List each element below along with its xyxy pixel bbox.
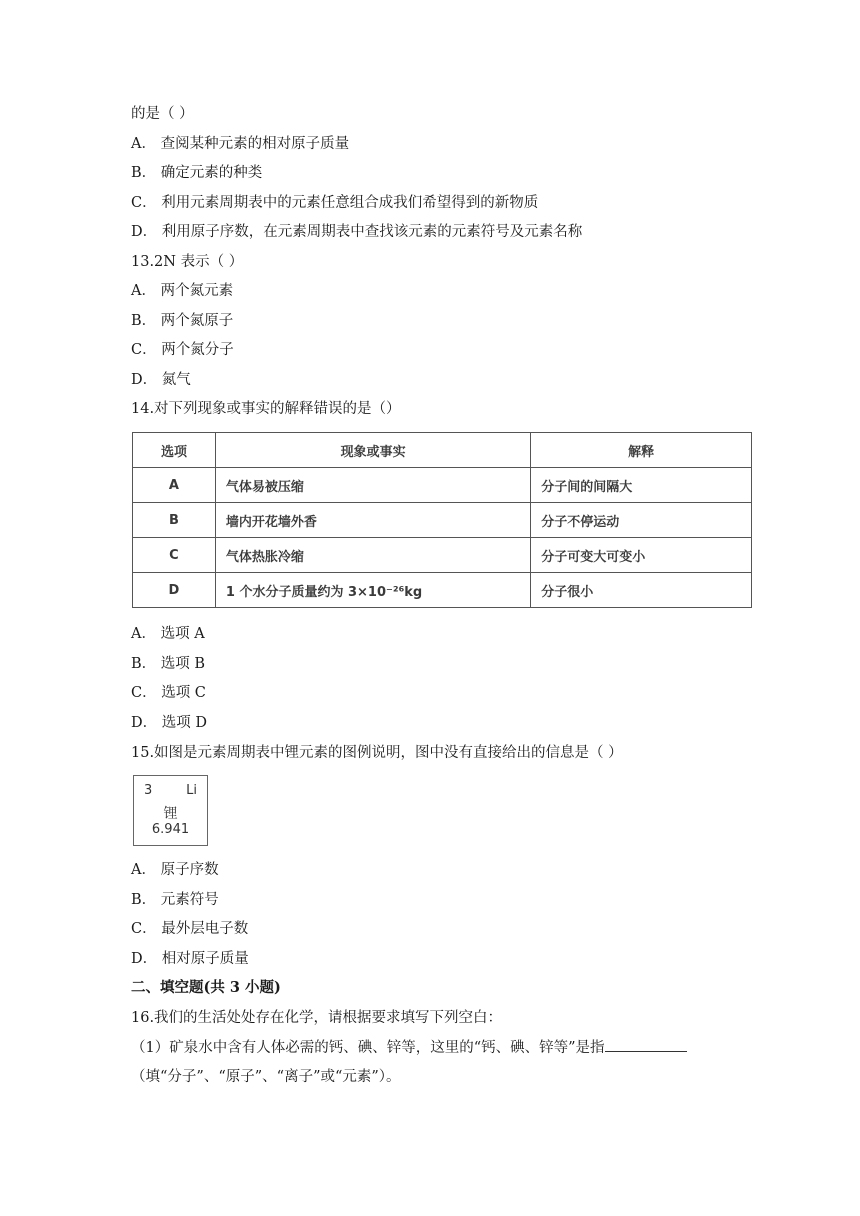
q13-option-d: D． 氮气 [131,372,191,388]
q15-option-c: C． 最外层电子数 [131,921,249,937]
q13-option-a: A． 两个氮元素 [131,283,234,299]
table-cell-explanation: 分子不停运动 [531,503,752,538]
q14-option-c: C． 选项 C [131,685,206,701]
q14-option-b: B． 选项 B [131,656,206,672]
table-cell-explanation: 分子间的间隔大 [531,468,752,503]
q13-option-c: C． 两个氮分子 [131,342,234,358]
table-cell-option: D [133,573,216,608]
table-header-phenomenon: 现象或事实 [215,433,530,468]
q14-option-d: D． 选项 D [131,715,207,731]
lithium-element-card [133,775,208,846]
element-symbol: Li [186,783,197,798]
table-cell-explanation: 分子很小 [531,573,752,608]
q12-option-d: D． 利用原子序数，在元素周期表中查找该元素的元素符号及元素名称 [131,224,583,240]
answer-blank[interactable] [605,1037,687,1052]
q16-part1-line2: （填“分子”、“原子”、“离子”或“元素”）。 [131,1069,401,1085]
table-header-row [133,433,752,468]
table-cell-option: C [133,538,216,573]
q16-part1-text: （1）矿泉水中含有人体必需的钙、碘、锌等，这里的“钙、碘、锌等”是指 [131,1040,605,1056]
table-header-explanation: 解释 [531,433,752,468]
table-cell-phenomenon: 气体易被压缩 [215,468,530,503]
q15-option-a: A． 原子序数 [131,862,219,878]
table-row [133,538,752,573]
q14-stem: 14.对下列现象或事实的解释错误的是（） [131,401,401,417]
table-cell-phenomenon: 气体热胀冷缩 [215,538,530,573]
element-name: 锂 [163,806,178,822]
q16-part1-line1 [131,1037,687,1058]
q13-stem: 13.2N 表示（ ） [131,254,244,270]
table-row [133,573,752,608]
q14-option-a: A． 选项 A [131,626,205,642]
q14-table [132,432,752,608]
element-atomic-number: 3 [144,783,153,798]
element-atomic-mass: 6.941 [151,822,190,837]
table-row [133,468,752,503]
table-cell-phenomenon: 1 个水分子质量约为 3×10⁻²⁶kg [215,573,530,608]
q15-option-b: B． 元素符号 [131,892,219,908]
q15-stem: 15.如图是元素周期表中锂元素的图例说明，图中没有直接给出的信息是（ ） [131,745,623,761]
table-header-option: 选项 [133,433,216,468]
q16-stem: 16.我们的生活处处存在化学，请根据要求填写下列空白： [131,1010,503,1026]
q12-option-c: C． 利用元素周期表中的元素任意组合成我们希望得到的新物质 [131,195,539,211]
q15-option-d: D． 相对原子质量 [131,951,249,967]
table-cell-explanation: 分子可变大可变小 [531,538,752,573]
q12-option-a: A． 查阅某种元素的相对原子质量 [131,136,350,152]
section-heading: 二、填空题(共 3 小题) [131,979,281,996]
q12-option-b: B． 确定元素的种类 [131,165,263,181]
q12-stem-continuation: 的是（ ） [131,106,194,122]
table-row [133,503,752,538]
table-cell-option: B [133,503,216,538]
table-cell-phenomenon: 墙内开花墙外香 [215,503,530,538]
q13-option-b: B． 两个氮原子 [131,313,234,329]
table-cell-option: A [133,468,216,503]
